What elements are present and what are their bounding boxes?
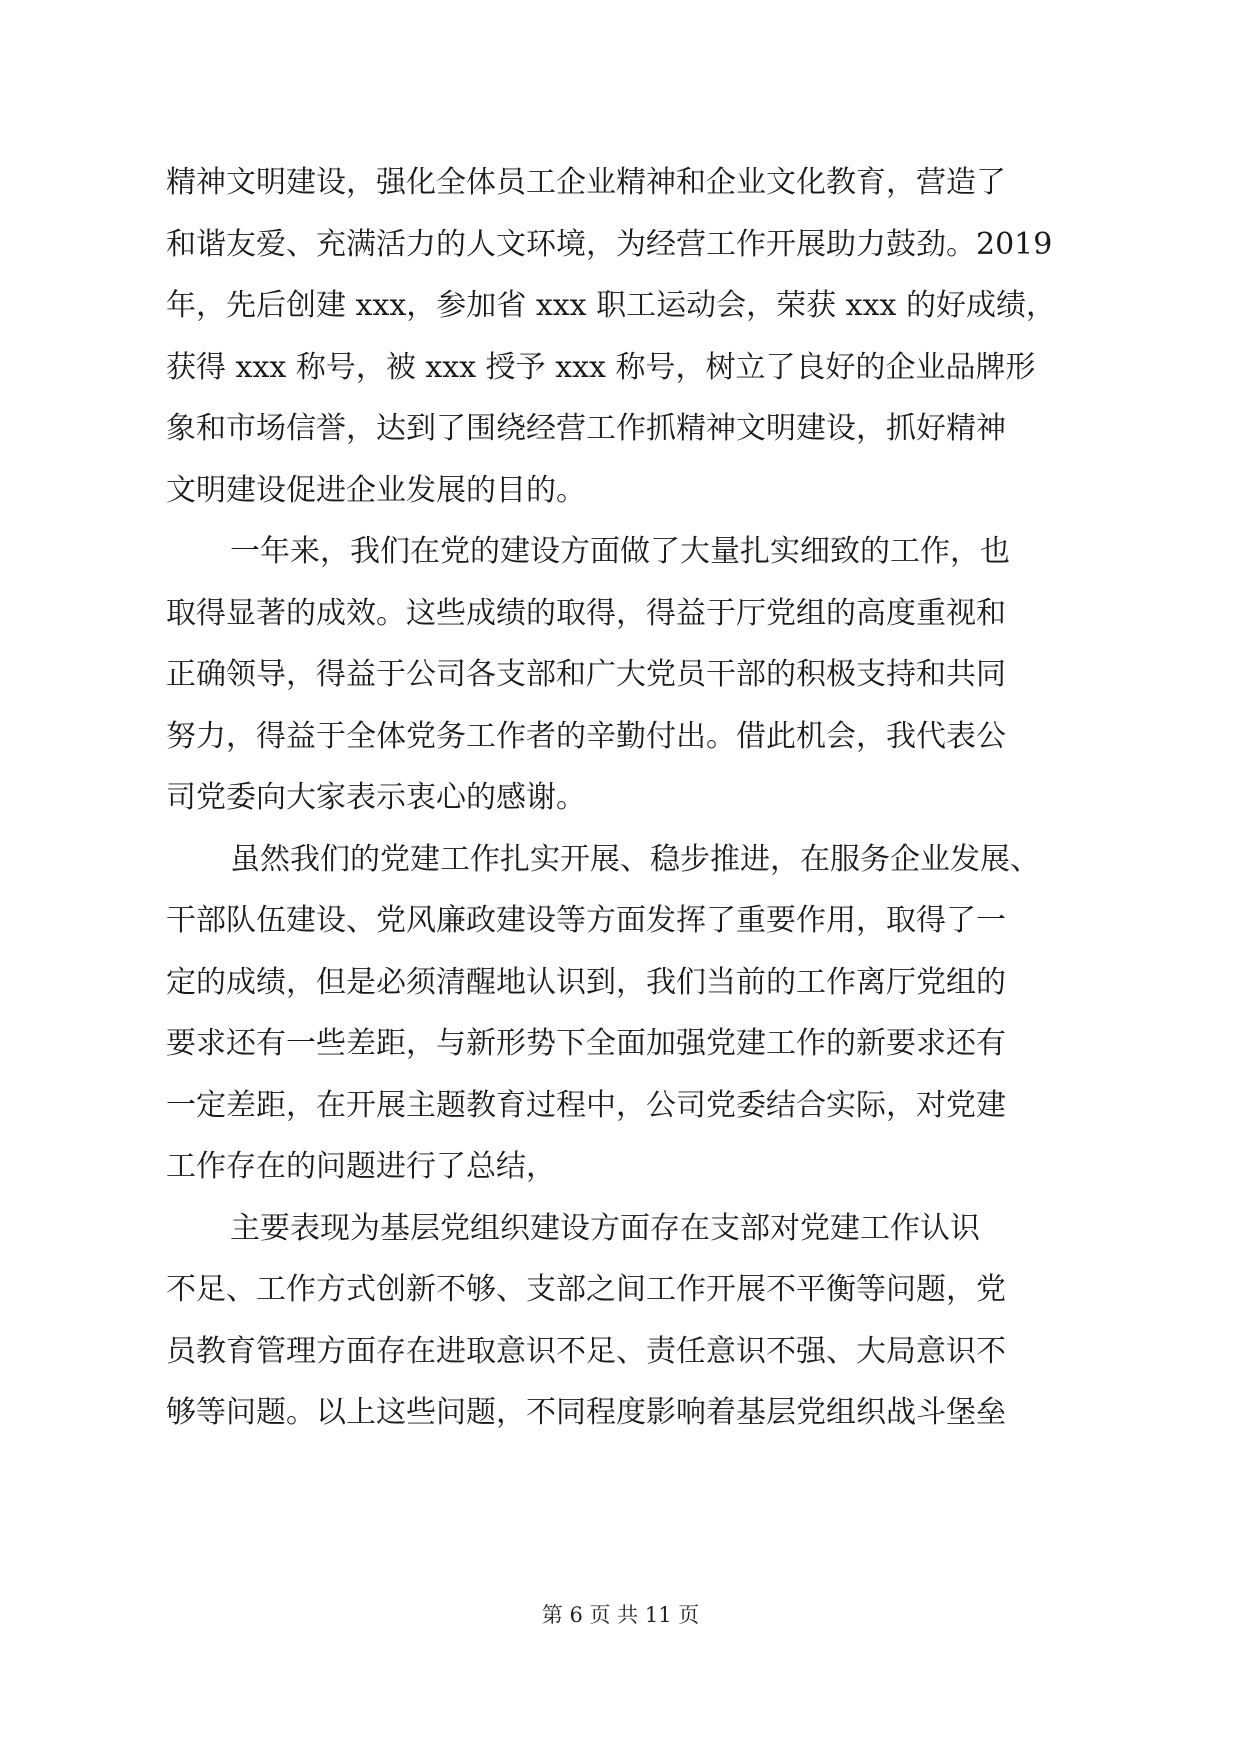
text-line: 取得显著的成效。这些成绩的取得，得益于厅党组的高度重视和 [166,595,1006,631]
text-line: 精神文明建设，强化全体员工企业精神和企业文化教育，营造了 [166,165,1006,200]
text-line: 获得 xxx 称号，被 xxx 授予 xxx 称号，树立了良好的企业品牌形 [166,349,1036,385]
text-line-first: 主要表现为基层党组织建设方面存在支部对党建工作认识 [230,1210,980,1246]
text-line: 要求还有一些差距，与新形势下全面加强党建工作的新要求还有 [166,1026,1006,1061]
text-line: 正确领导，得益于公司各支部和广大党员干部的积极支持和共同 [166,657,1006,692]
paragraph-2 [166,521,1106,829]
page-footer [0,1600,1241,1630]
text-line: 司党委向大家表示衷心的感谢。 [166,780,586,815]
text-line: 文明建设促进企业发展的目的。 [166,472,586,508]
text-line: 努力，得益于全体党务工作者的辛勤付出。借此机会，我代表公 [166,718,1006,754]
text-line: 不足、工作方式创新不够、支部之间工作开展不平衡等问题，党 [166,1272,1006,1307]
paragraph-4 [166,1198,1106,1444]
text-line: 和谐友爱、充满活力的人文环境，为经营工作开展助力鼓劲。2019 [166,226,1053,262]
text-line: 够等问题。以上这些问题，不同程度影响着基层党组织战斗堡垒 [166,1395,1006,1430]
text-line: 干部队伍建设、党风廉政建设等方面发挥了重要作用，取得了一 [166,903,1006,938]
text-line-first: 一年来，我们在党的建设方面做了大量扎实细致的工作，也 [230,534,1010,569]
paragraph-3 [166,829,1106,1198]
text-line: 员教育管理方面存在进取意识不足、责任意识不强、大局意识不 [166,1333,1006,1369]
text-line: 象和市场信誉，达到了围绕经营工作抓精神文明建设，抓好精神 [166,411,1006,446]
page-number-label: 第 6 页 共 11 页 [541,1603,700,1627]
text-line: 工作存在的问题进行了总结， [166,1149,556,1184]
text-line: 定的成绩，但是必须清醒地认识到，我们当前的工作离厅党组的 [166,964,1006,1000]
body-text [166,152,1106,1444]
text-line: 年，先后创建 xxx，参加省 xxx 职工运动会，荣获 xxx 的好成绩， [166,288,1056,323]
text-line-first: 虽然我们的党建工作扎实开展、稳步推进，在服务企业发展、 [230,841,1040,877]
text-line: 一定差距，在开展主题教育过程中，公司党委结合实际，对党建 [166,1087,1006,1123]
paragraph-1 [166,152,1106,521]
